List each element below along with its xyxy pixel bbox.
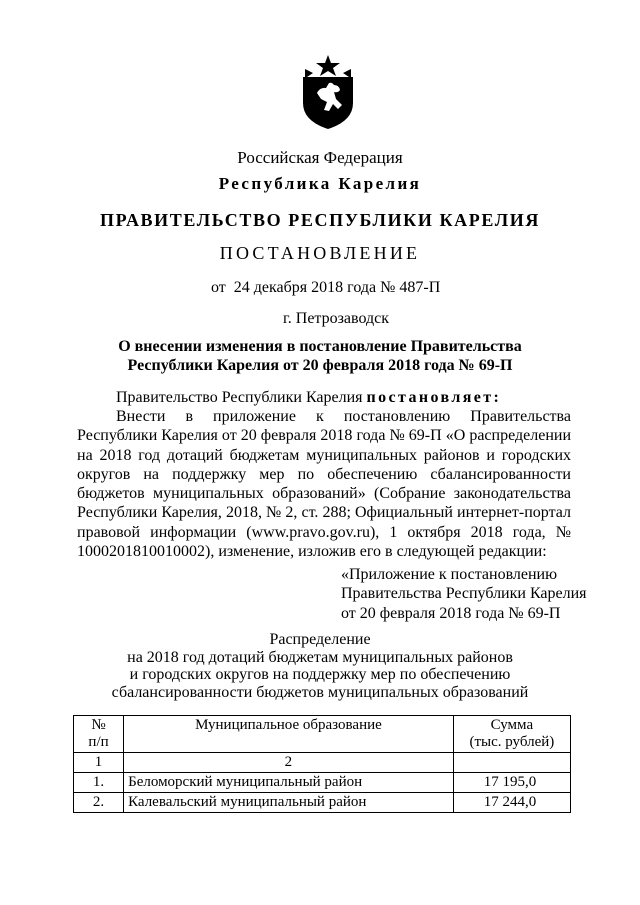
republic-title: Республика Карелия [218, 174, 422, 193]
row-sum: 17 244,0 [453, 793, 570, 813]
document-subject [0, 337, 640, 375]
row-name: Беломорский муниципальный район [124, 773, 454, 793]
header-name: Муниципальное образование [124, 716, 454, 753]
index-cell: 2 [124, 753, 454, 773]
index-cell: 1 [74, 753, 124, 773]
government-title: ПРАВИТЕЛЬСТВО РЕСПУБЛИКИ КАРЕЛИЯ [100, 210, 540, 230]
row-num: 1. [74, 773, 124, 793]
header-num-symbol: № [91, 717, 106, 733]
header-sum-unit: (тыс. рублей) [469, 734, 555, 750]
row-num: 2. [74, 793, 124, 813]
document-date: от 24 декабря 2018 года № 487-П [211, 279, 441, 296]
appendix-line: от 20 февраля 2018 года № 69-П [341, 604, 561, 622]
index-cell [453, 753, 570, 773]
header-sum-label: Сумма [490, 717, 534, 733]
document-type: ПОСТАНОВЛЕНИЕ [219, 243, 421, 263]
table-header-row [74, 716, 571, 753]
document-city: г. Петрозаводск [283, 310, 390, 327]
table-index-row [74, 753, 571, 773]
distribution-line: Распределение [269, 631, 371, 648]
row-sum: 17 195,0 [453, 773, 570, 793]
header-num [74, 716, 124, 753]
table-row [74, 773, 571, 793]
header-sum [453, 716, 570, 753]
appendix-line: «Приложение к постановлению [341, 566, 558, 583]
table-row [74, 793, 571, 813]
appendix-line: Правительства Республики Карелия [341, 585, 587, 603]
distribution-line: и городских округов на поддержку мер по обеспечению [129, 666, 511, 683]
intro-verb: постановляет: [366, 389, 502, 406]
intro-prefix: Правительство Республики Карелия [116, 389, 367, 406]
distribution-line: сбалансированности бюджетов муниципальных образований [111, 683, 529, 701]
distribution-table [73, 715, 571, 813]
row-name: Калевальский муниципальный район [124, 793, 454, 813]
appendix-reference [341, 565, 587, 623]
distribution-title [0, 631, 640, 701]
distribution-line: на 2018 год дотаций бюджетам муниципальных районов [127, 648, 513, 666]
body-paragraph: Внести в приложение к постановлению Правительства Республики Карелия от 20 февраля 2018 года № 69-П «О распределении на 2018 год дотаций бюджетам муниципальных районов и городских округов на поддержку мер по обеспечению сбалансированности бюджетов муниципальных образований» (Собрание законодательства Республики Карелия, 2018, № 2, ст. 288; Официальный интернет-портал правовой информации (www.pravo.gov.ru), 1 октября 2018 года, № 1000201810010002), изменение, изложив его в следующей редакции: [77, 408, 571, 561]
intro-line [116, 388, 576, 407]
subject-line: О внесении изменения в постановление Правительства [118, 338, 522, 355]
federation-title: Российская Федерация [237, 148, 403, 167]
header-num-label: п/п [88, 734, 109, 750]
subject-line: Республики Карелия от 20 февраля 2018 года № 69-П [127, 357, 513, 374]
coat-of-arms-icon [298, 55, 358, 130]
